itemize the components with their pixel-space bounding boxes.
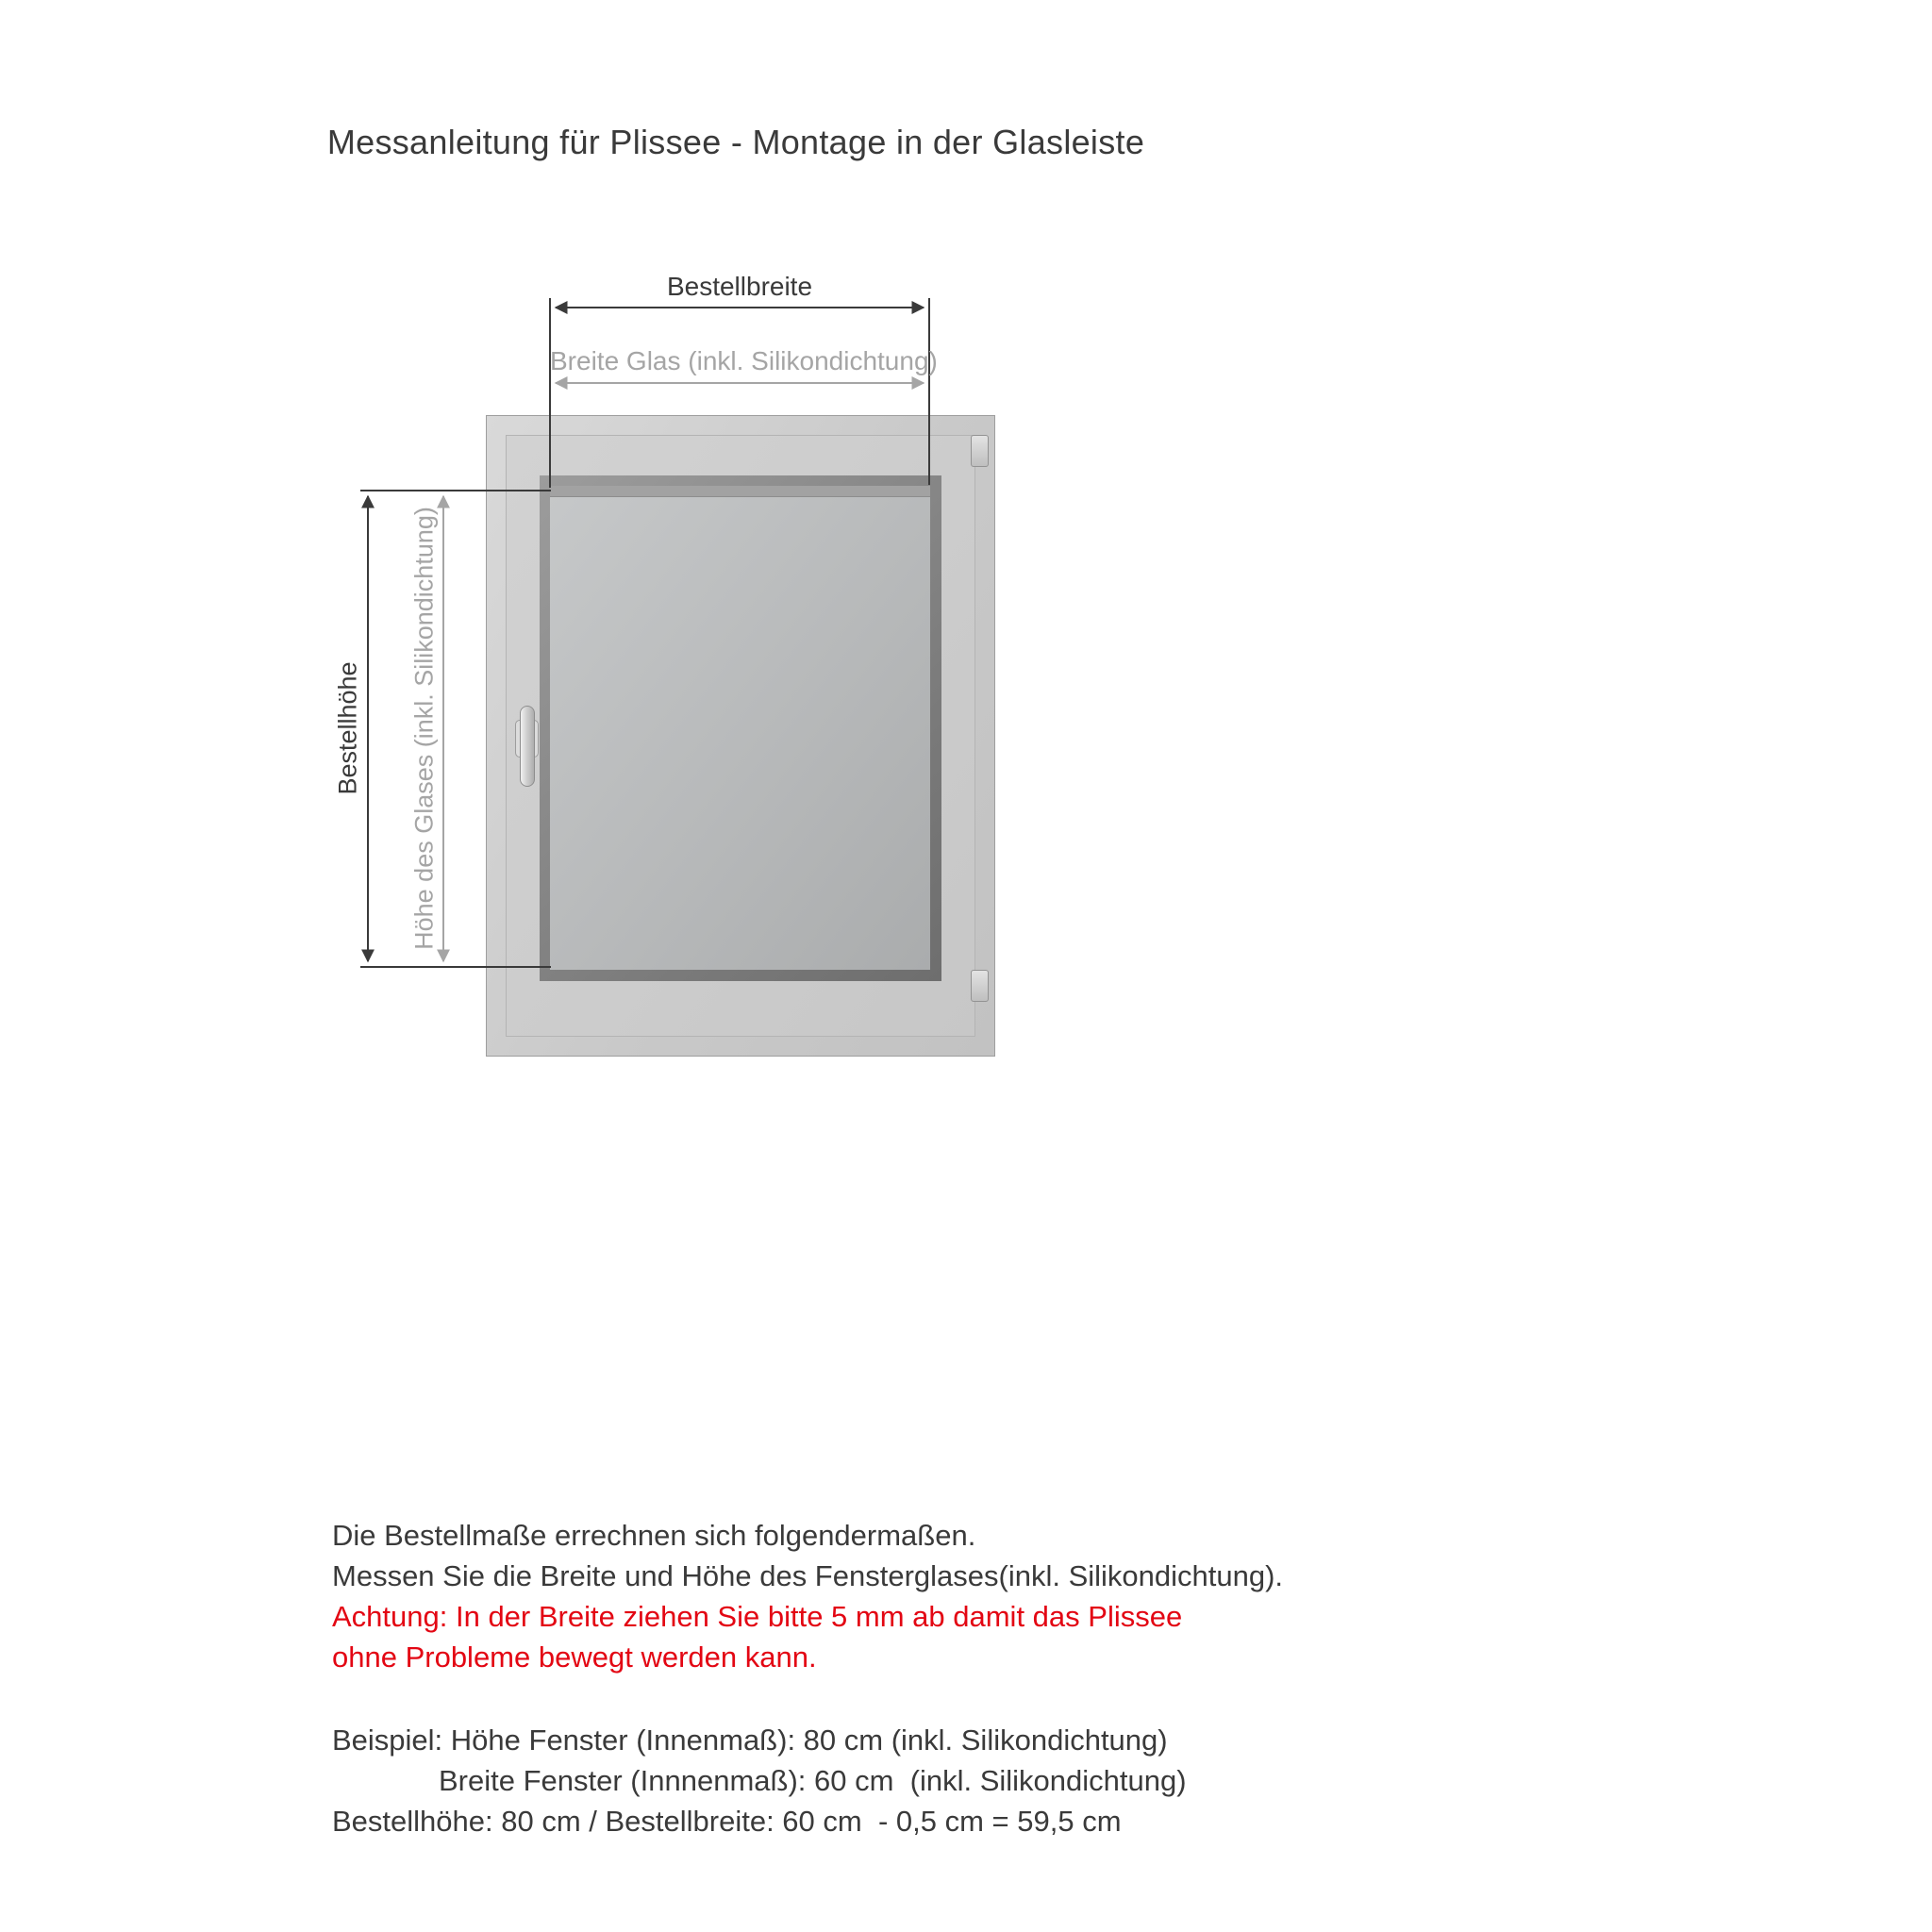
window-hinge-bottom	[971, 970, 989, 1002]
example-line: Bestellhöhe: 80 cm / Bestellbreite: 60 cm - 0,5 cm = 59,5 cm	[332, 1805, 1122, 1838]
window-glass	[550, 486, 930, 970]
warning-line: Achtung: In der Breite ziehen Sie bitte 5 mm ab damit das Plissee	[332, 1600, 1183, 1633]
window-handle	[520, 706, 535, 787]
instruction-line: Die Bestellmaße errechnen sich folgendermaßen.	[332, 1519, 976, 1552]
warning-line: ohne Probleme bewegt werden kann.	[332, 1641, 817, 1674]
example-line: Beispiel: Höhe Fenster (Innenmaß): 80 cm (inkl. Silikondichtung)	[332, 1724, 1168, 1757]
hoehe-glas-label: Höhe des Glases (inkl. Silikondichtung)	[409, 507, 439, 950]
bestellbreite-label: Bestellbreite	[666, 272, 813, 301]
instruction-text-block	[332, 1515, 1283, 1841]
breite-glas-label: Breite Glas (inkl. Silikondichtung)	[550, 346, 938, 375]
text-spacer	[332, 1677, 1283, 1720]
glazing-top-profile	[550, 486, 930, 497]
page-title: Messanleitung für Plissee - Montage in der Glasleiste	[326, 123, 1145, 161]
bestellhoehe-label: Bestellhöhe	[333, 661, 362, 795]
window-hinge-top	[971, 435, 989, 467]
instruction-line: Messen Sie die Breite und Höhe des Fensterglases(inkl. Silikondichtung).	[332, 1559, 1284, 1592]
example-line: Breite Fenster (Innnenmaß): 60 cm (inkl. Silikondichtung)	[439, 1764, 1187, 1797]
